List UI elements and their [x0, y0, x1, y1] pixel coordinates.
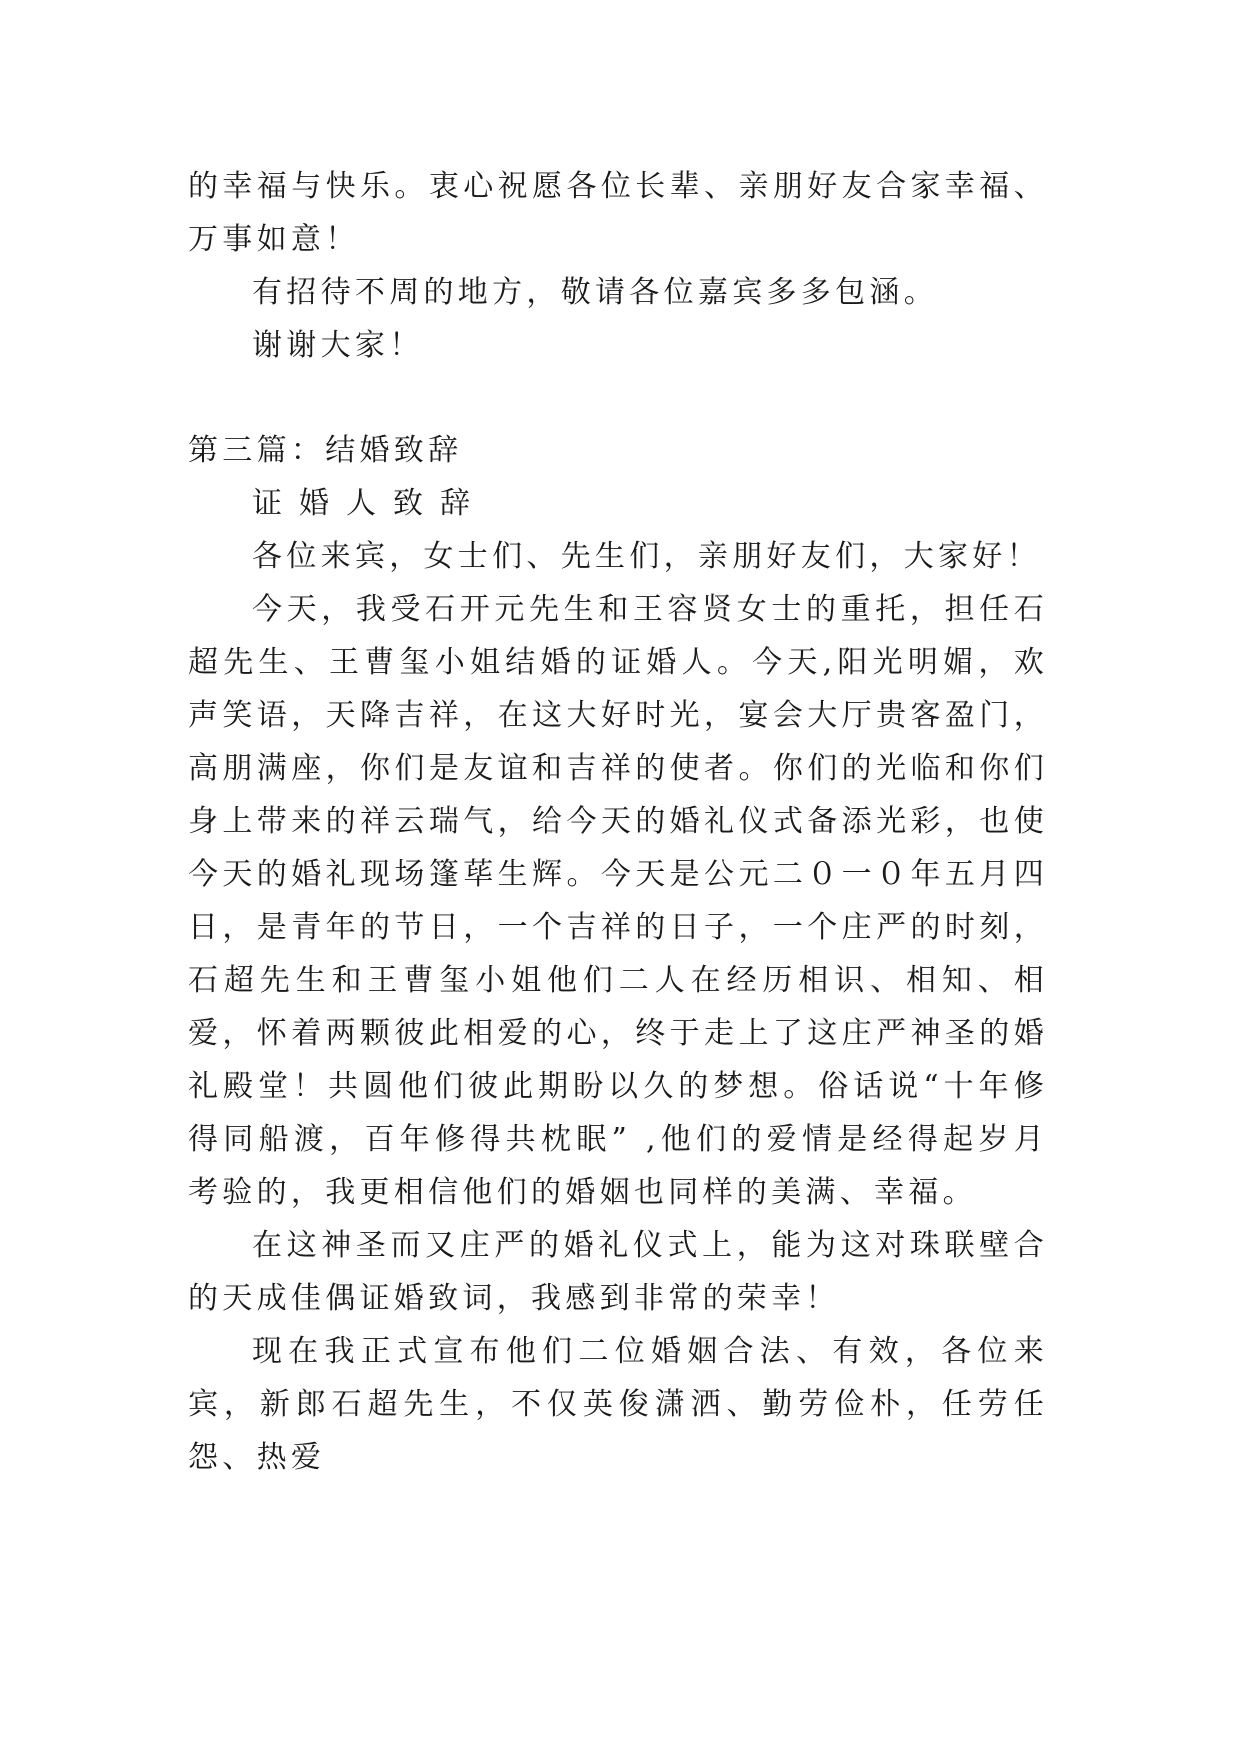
paragraph-main-speech: 今天，我受石开元先生和王容贤女士的重托，担任石超先生、王曹玺小姐结婚的证婚人。今天,阳光明媚，欢声笑语，天降吉祥，在这大好时光，宴会大厅贵客盈门，高朋满座，你们是友谊和吉祥的使者。你们的光临和你们身上带来的祥云瑞气，给今天的婚礼仪式备添光彩，也使今天的婚礼现场篷荜生辉。今天是公元二０一０年五月四日，是青年的节日，一个吉祥的日子，一个庄严的时刻，石超先生和王曹玺小姐他们二人在经历相识、相知、相爱，怀着两颗彼此相爱的心，终于走上了这庄严神圣的婚礼殿堂！共圆他们彼此期盼以久的梦想。俗话说“十年修得同船渡，百年修得共枕眠” ,他们的爱情是经得起岁月考验的，我更相信他们的婚姻也同样的美满、幸福。: [188, 592, 1048, 1210]
section-spacer: [188, 372, 1048, 424]
paragraph-greeting: 各位来宾，女士们、先生们，亲朋好友们，大家好！: [252, 539, 1041, 574]
paragraph-thanks: 谢谢大家！: [252, 328, 424, 363]
speech-subtitle: 证婚人致辞: [252, 486, 487, 521]
paragraph-apology: 有招待不周的地方，敬请各位嘉宾多多包涵。: [252, 275, 938, 310]
paragraph-closing-wishes: 的幸福与快乐。衷心祝愿各位长辈、亲朋好友合家幸福、万事如意！: [188, 169, 1048, 257]
document-body: [188, 160, 1048, 1484]
paragraph-announcement: 现在我正式宣布他们二位婚姻合法、有效，各位来宾，新郎石超先生，不仅英俊潇洒、勤劳俭朴，任劳任怨、热爱: [188, 1334, 1048, 1475]
paragraph-honor: 在这神圣而又庄严的婚礼仪式上，能为这对珠联壁合的天成佳偶证婚致词，我感到非常的荣幸！: [188, 1228, 1048, 1316]
section-title: 第三篇：结婚致辞: [188, 433, 463, 468]
